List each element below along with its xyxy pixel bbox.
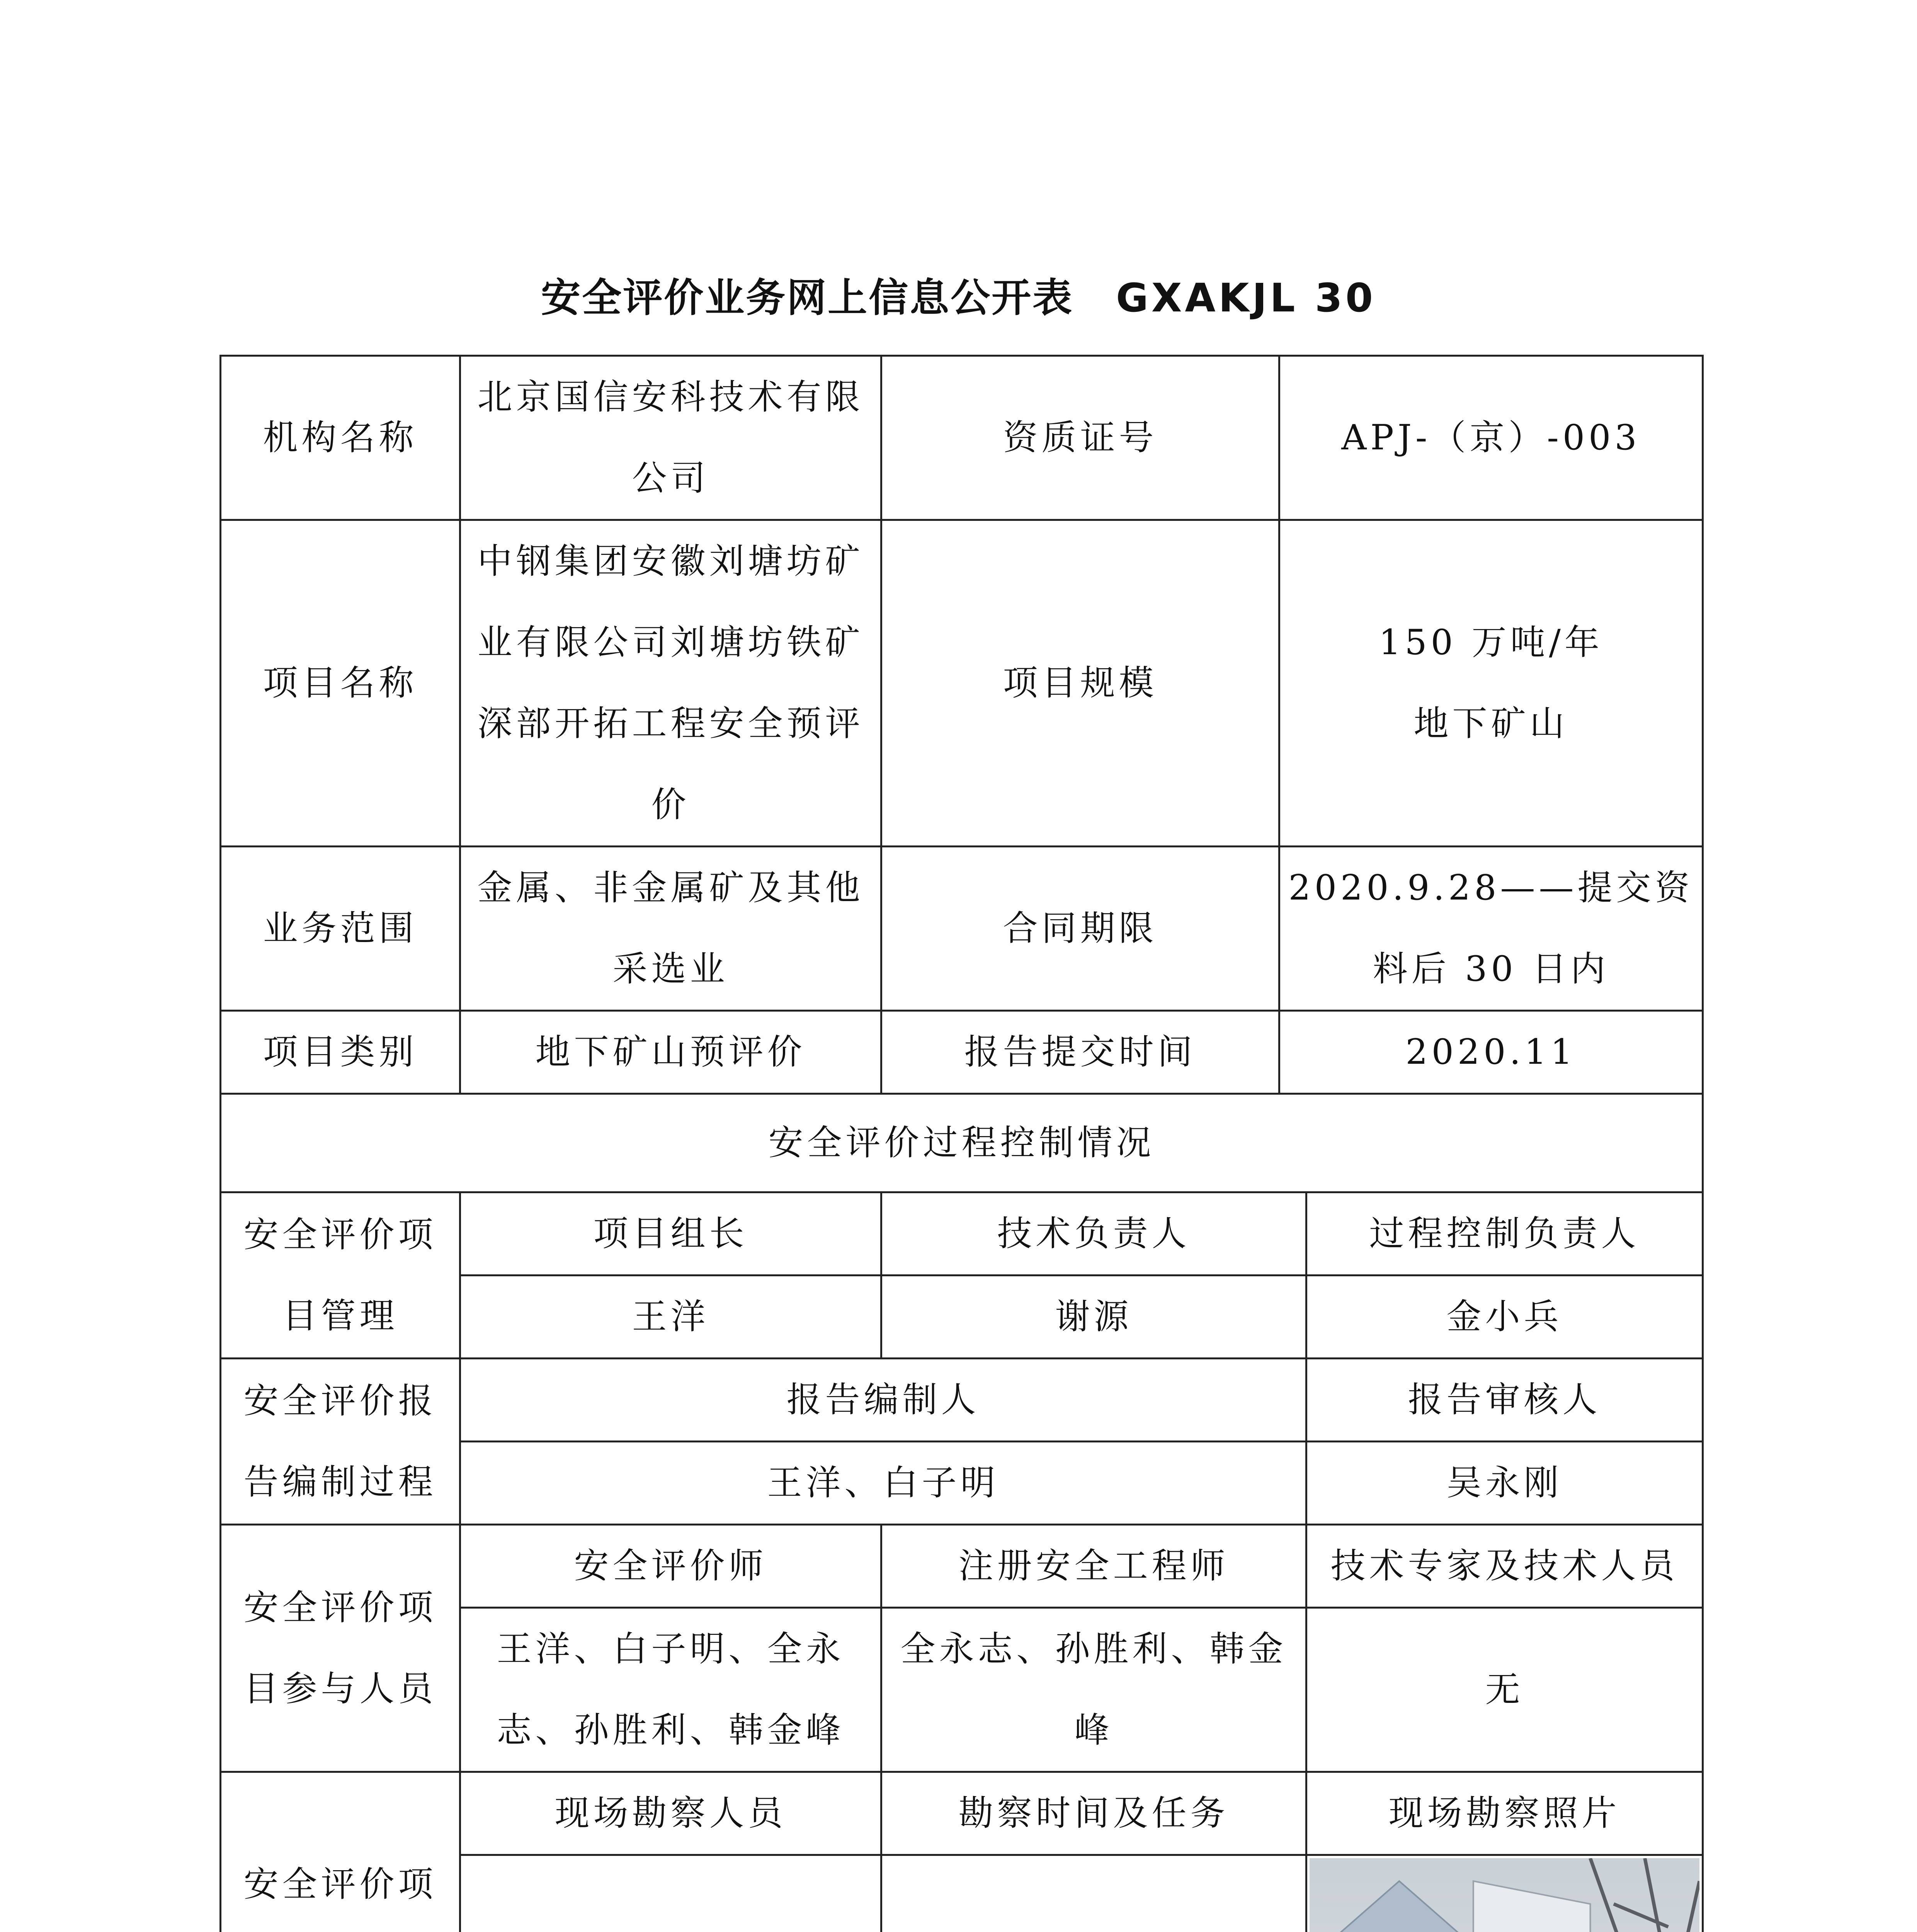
contract-label: 合同期限 bbox=[881, 847, 1279, 1011]
scope-value: 金属、非金属矿及其他采选业 bbox=[460, 847, 881, 1011]
expert-header: 技术专家及技术人员 bbox=[1306, 1525, 1703, 1608]
submit-value: 2020.11 bbox=[1279, 1011, 1703, 1094]
scale-value-line-2: 地下矿山 bbox=[1414, 703, 1568, 744]
reviewer-value: 吴永刚 bbox=[1306, 1442, 1703, 1525]
site-photo bbox=[1310, 1858, 1699, 1932]
leader-value: 王洋 bbox=[460, 1276, 881, 1359]
table-row bbox=[221, 1094, 1703, 1192]
table-row bbox=[221, 847, 1703, 1011]
category-value: 地下矿山预评价 bbox=[460, 1011, 881, 1094]
expert-value: 无 bbox=[1306, 1608, 1703, 1772]
table-row bbox=[221, 1011, 1703, 1094]
engineer-header: 注册安全工程师 bbox=[881, 1525, 1306, 1608]
section-title: 安全评价过程控制情况 bbox=[221, 1094, 1703, 1192]
table-row bbox=[221, 1772, 1703, 1855]
table-row bbox=[221, 356, 1703, 520]
tech-value: 谢源 bbox=[881, 1276, 1306, 1359]
participants-label: 安全评价项目参与人员 bbox=[221, 1525, 460, 1772]
category-label: 项目类别 bbox=[221, 1011, 460, 1094]
surveyor-header: 现场勘察人员 bbox=[460, 1772, 881, 1855]
photo-header: 现场勘察照片 bbox=[1306, 1772, 1703, 1855]
cert-label: 资质证号 bbox=[881, 356, 1279, 520]
engineer-value: 全永志、孙胜利、韩金峰 bbox=[881, 1608, 1306, 1772]
cert-value: APJ-（京）-003 bbox=[1279, 356, 1703, 520]
title-text: 安全评价业务网上信息公开表 bbox=[541, 275, 1074, 321]
info-table bbox=[219, 355, 1704, 1932]
control-value: 金小兵 bbox=[1306, 1276, 1703, 1359]
table-row bbox=[221, 1359, 1703, 1442]
site-label: 安全评价项 bbox=[221, 1772, 460, 1932]
table-row bbox=[221, 520, 1703, 847]
compiler-value: 王洋、白子明 bbox=[460, 1442, 1306, 1525]
survey-time-value bbox=[881, 1855, 1306, 1932]
contract-value: 2020.9.28——提交资料后 30 日内 bbox=[1279, 847, 1703, 1011]
org-label: 机构名称 bbox=[221, 356, 460, 520]
compiler-header: 报告编制人 bbox=[460, 1359, 1306, 1442]
report-label: 安全评价报告编制过程 bbox=[221, 1359, 460, 1525]
table-row bbox=[221, 1525, 1703, 1608]
leader-header: 项目组长 bbox=[460, 1192, 881, 1276]
form-code: GXAKJL 30 bbox=[1116, 275, 1376, 321]
evaluator-value: 王洋、白子明、全永志、孙胜利、韩金峰 bbox=[460, 1608, 881, 1772]
scope-label: 业务范围 bbox=[221, 847, 460, 1011]
site-photo-cell bbox=[1306, 1855, 1703, 1932]
scale-value bbox=[1279, 520, 1703, 847]
submit-label: 报告提交时间 bbox=[881, 1011, 1279, 1094]
surveyor-value bbox=[460, 1855, 881, 1932]
scale-value-line-1: 150 万吨/年 bbox=[1379, 622, 1603, 663]
control-header: 过程控制负责人 bbox=[1306, 1192, 1703, 1276]
page-title bbox=[0, 267, 1917, 323]
project-label: 项目名称 bbox=[221, 520, 460, 847]
reviewer-header: 报告审核人 bbox=[1306, 1359, 1703, 1442]
evaluator-header: 安全评价师 bbox=[460, 1525, 881, 1608]
tech-header: 技术负责人 bbox=[881, 1192, 1306, 1276]
scale-label: 项目规模 bbox=[881, 520, 1279, 847]
project-value: 中钢集团安徽刘塘坊矿业有限公司刘塘坊铁矿深部开拓工程安全预评价 bbox=[460, 520, 881, 847]
org-value: 北京国信安科技术有限公司 bbox=[460, 356, 881, 520]
mgmt-label: 安全评价项目管理 bbox=[221, 1192, 460, 1359]
survey-time-header: 勘察时间及任务 bbox=[881, 1772, 1306, 1855]
table-row bbox=[221, 1192, 1703, 1276]
